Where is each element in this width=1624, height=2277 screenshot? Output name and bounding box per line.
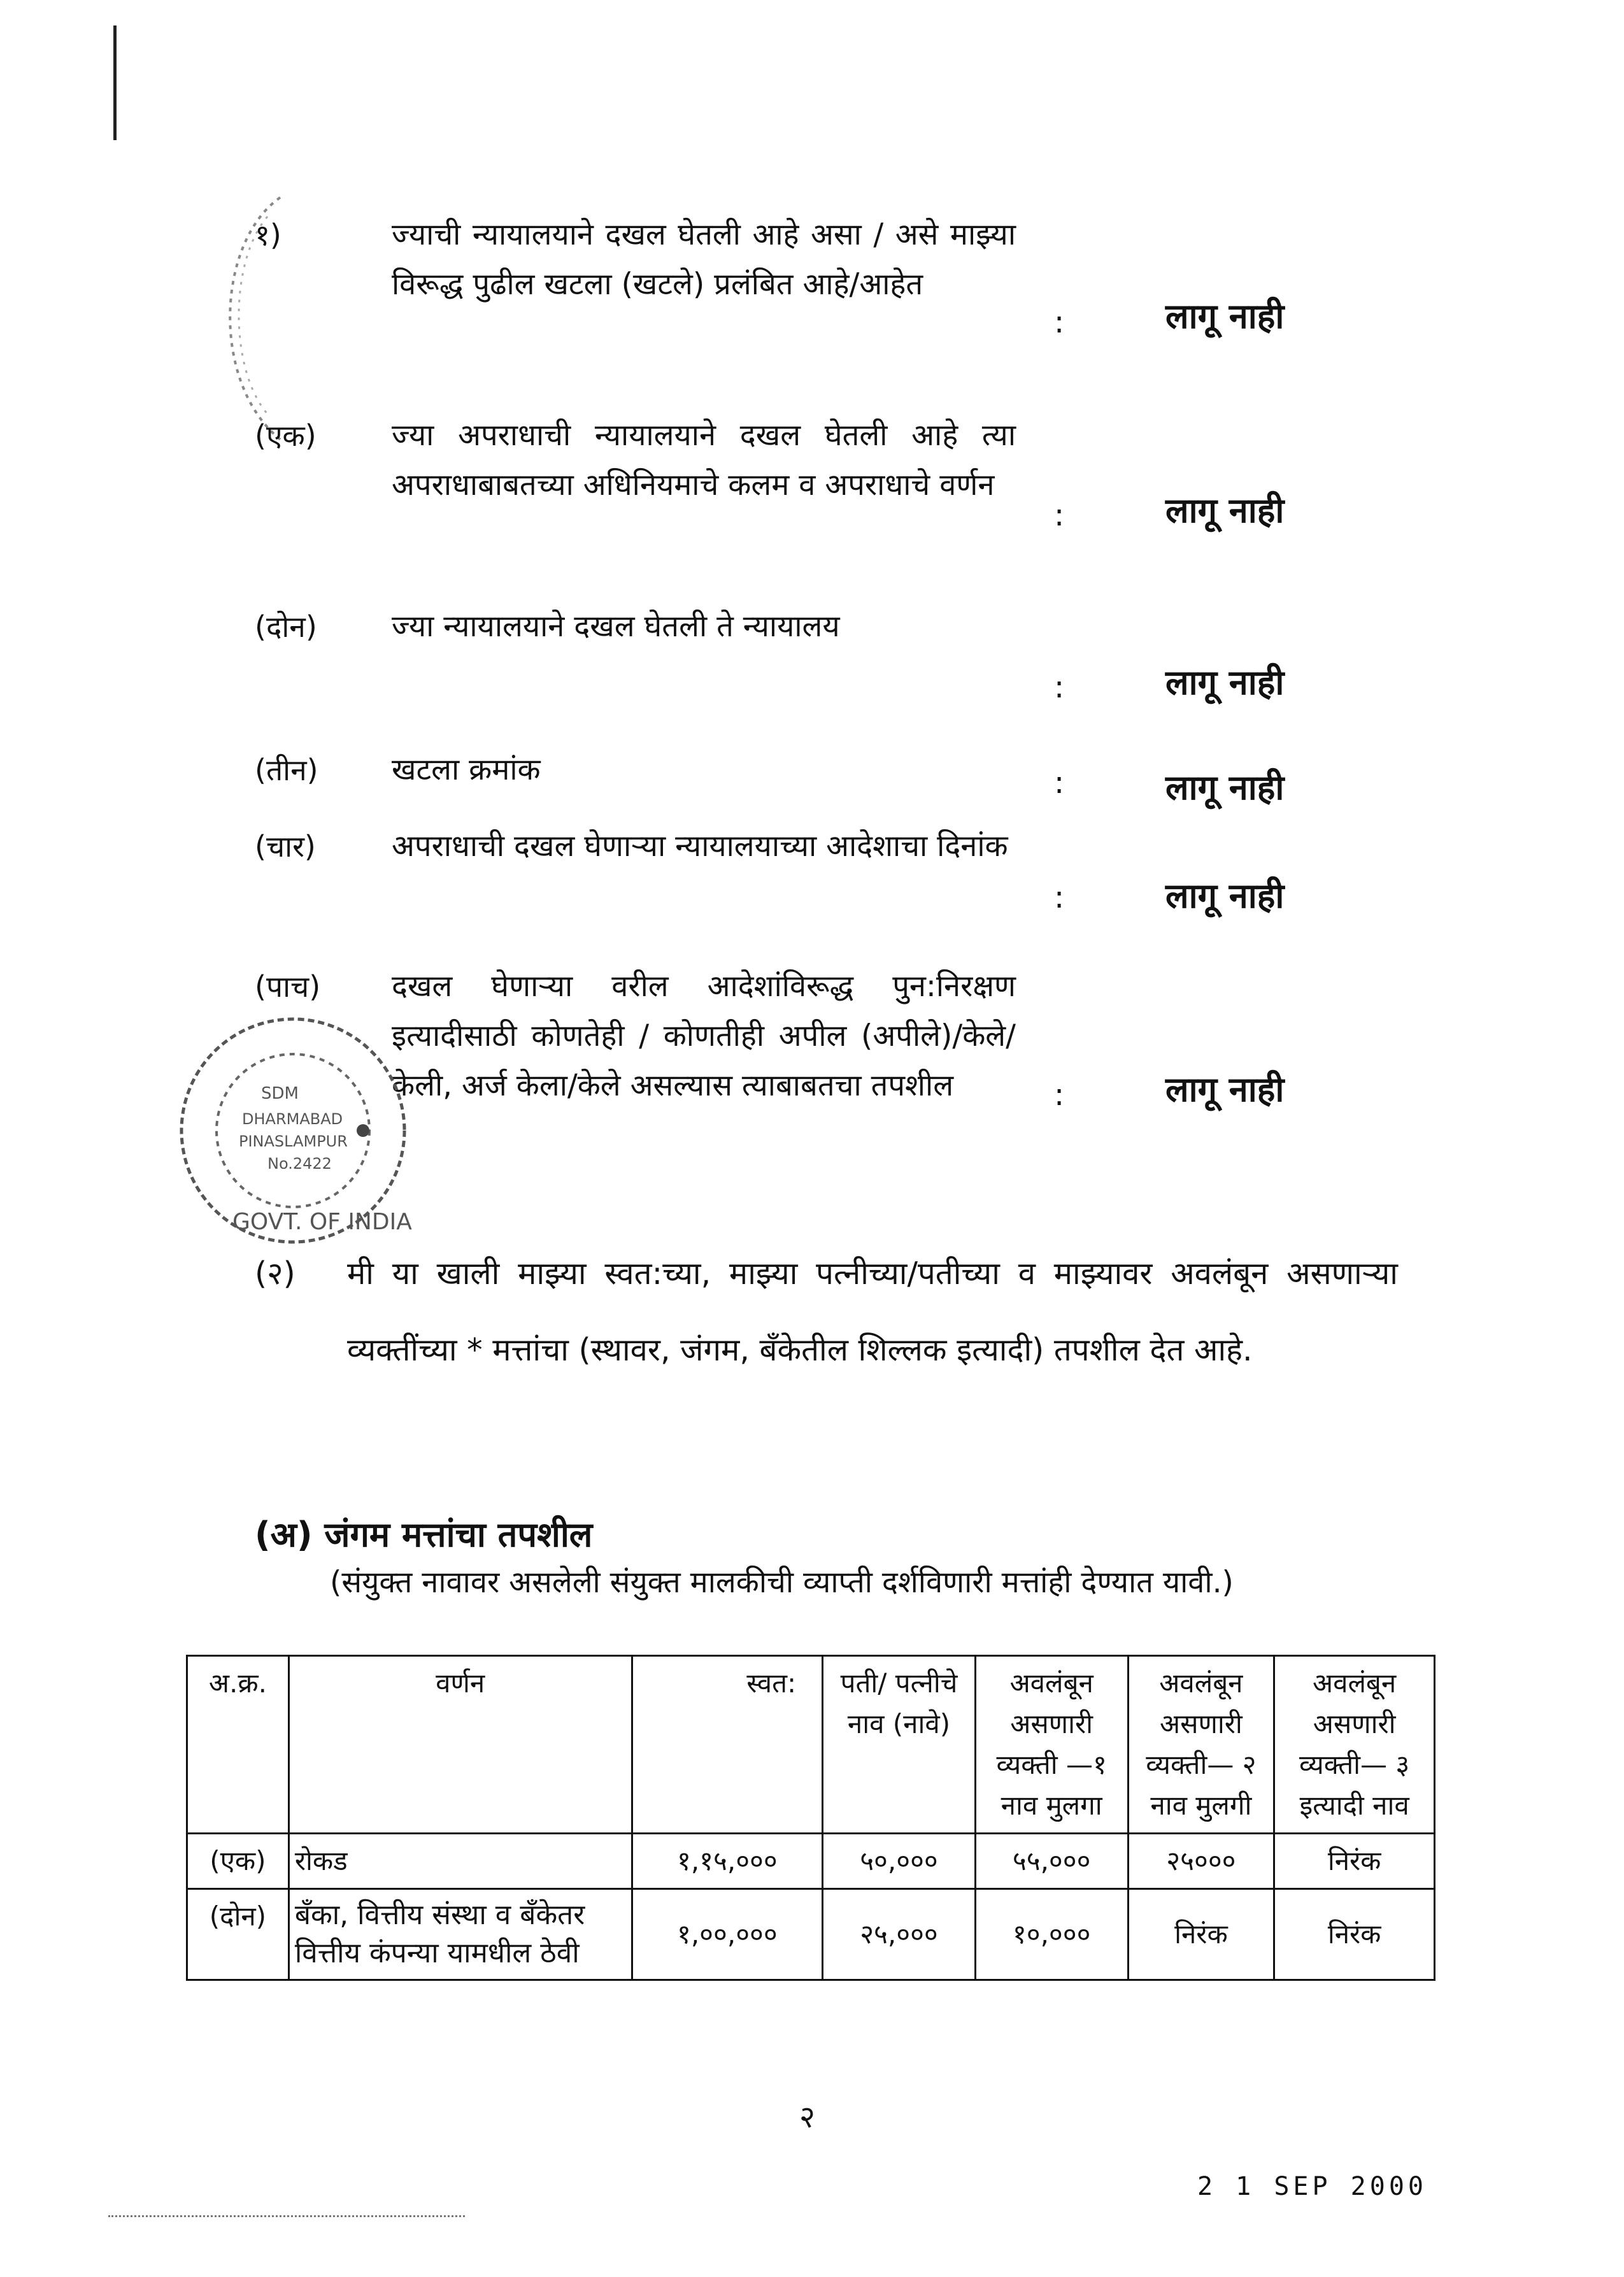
table-cell: ५५,००० xyxy=(975,1834,1128,1889)
item-number: (एक) xyxy=(255,418,317,453)
item-description: अपराधाची दखल घेणाऱ्या न्यायालयाच्या आदेशाचा दिनांक xyxy=(392,829,1008,864)
table-cell: रोकड xyxy=(288,1834,632,1889)
item-number: (दोन) xyxy=(255,610,317,644)
table-header-row xyxy=(187,1656,1435,1834)
table-header: वर्णन xyxy=(288,1656,632,1834)
item-number: (चार) xyxy=(255,829,316,864)
para-number: (२) xyxy=(255,1255,296,1292)
table-cell: २५,००० xyxy=(823,1889,976,1980)
seal-text: SDM xyxy=(261,1084,299,1103)
item-colon: : xyxy=(1054,497,1065,533)
seal-text: No.2422 xyxy=(267,1155,332,1173)
table-row xyxy=(187,1834,1435,1889)
dotted-line xyxy=(108,2215,465,2217)
table-header: स्वत: xyxy=(632,1656,823,1834)
table-cell: १,१५,००० xyxy=(632,1834,823,1889)
table-cell: निरंक xyxy=(1274,1889,1435,1980)
table-row xyxy=(187,1889,1435,1980)
table-cell: निरंक xyxy=(1128,1889,1274,1980)
table-cell: २५००० xyxy=(1128,1834,1274,1889)
item-answer: लागू नाही xyxy=(1165,1069,1285,1110)
table-cell: ५०,००० xyxy=(823,1834,976,1889)
movable-assets-table xyxy=(186,1655,1435,1981)
item-description: खटला क्रमांक xyxy=(392,752,541,787)
item-description: ज्याची न्यायालयाने दखल घेतली आहे असा / असे माझ्या विरूद्ध पुढील खटला (खटले) प्रलंबित आहे/आहेत xyxy=(392,217,1016,302)
table-cell: निरंक xyxy=(1274,1834,1435,1889)
seal-text: GOVT. OF INDIA xyxy=(232,1209,412,1235)
page-number: २ xyxy=(799,2099,815,2135)
item-colon: : xyxy=(1054,304,1065,340)
official-seal xyxy=(172,1010,414,1252)
item-colon: : xyxy=(1054,669,1065,705)
item-number: १) xyxy=(255,218,281,252)
section-heading: (अ) जंगम मत्तांचा तपशील xyxy=(255,1515,593,1555)
item-number: (पाच) xyxy=(255,969,321,1004)
item-description: ज्या अपराधाची न्यायालयाने दखल घेतली आहे त्या अपराधाबाबतच्या अधिनियमाचे कलम व अपराधाचे वर्णन xyxy=(392,418,1016,503)
item-answer: लागू नाही xyxy=(1165,490,1285,531)
item-colon: : xyxy=(1054,1077,1065,1113)
table-cell: १,००,००० xyxy=(632,1889,823,1980)
item-answer: लागू नाही xyxy=(1165,296,1285,336)
table-header: अ.क्र. xyxy=(187,1656,289,1834)
item-answer: लागू नाही xyxy=(1165,767,1285,808)
seal-text: PINASLAMPUR xyxy=(239,1132,348,1150)
item-answer: लागू नाही xyxy=(1165,876,1285,916)
item-number: (तीन) xyxy=(255,753,318,787)
declaration-paragraph: मी या खाली माझ्या स्वत:च्या, माझ्या पत्नीच्या/पतीच्या व माझ्यावर अवलंबून असणाऱ्या व्यक्तींच्या * मत्तांचा (स्थावर, जंगम, बँकेतील शिल्लक इत्यादी) तपशील देत आहे. xyxy=(347,1255,1398,1368)
item-description: दखल घेणाऱ्या वरील आदेशांविरूद्ध पुन:निरक्षण इत्यादीसाठी कोणतेही / कोणतीही अपील (अपीले)/केले/केली, अर्ज केला/केले असल्यास त्याबाबतचा तपशील xyxy=(392,969,1016,1103)
seal-text: DHARMABAD xyxy=(242,1110,343,1128)
table-cell: बँका, वित्तीय संस्था व बँकेतर वित्तीय कंपन्या यामधील ठेवी xyxy=(288,1889,632,1980)
table-header: अवलंबून असणारी व्यक्ती —१ नाव मुलगा xyxy=(975,1656,1128,1834)
item-colon: : xyxy=(1054,880,1065,915)
margin-line xyxy=(113,25,117,140)
table-cell: १०,००० xyxy=(975,1889,1128,1980)
item-answer: लागू नाही xyxy=(1165,662,1285,703)
section-note: (संयुक्त नावावर असलेली संयुक्त मालकीची व्याप्ती दर्शविणारी मत्तांही देण्यात यावी.) xyxy=(330,1565,1234,1600)
item-colon: : xyxy=(1054,765,1065,801)
table-header: अवलंबून असणारी व्यक्ती— २ नाव मुलगी xyxy=(1128,1656,1274,1834)
item-description: ज्या न्यायालयाने दखल घेतली ते न्यायालय xyxy=(392,609,840,644)
date-stamp: 2 1 SEP 2000 xyxy=(1197,2172,1427,2201)
table-header: अवलंबून असणारी व्यक्ती— ३ इत्यादी नाव xyxy=(1274,1656,1435,1834)
table-header: पती/ पत्नीचे नाव (नावे) xyxy=(823,1656,976,1834)
table-cell: (एक) xyxy=(187,1834,289,1889)
table-cell: (दोन) xyxy=(187,1889,289,1980)
